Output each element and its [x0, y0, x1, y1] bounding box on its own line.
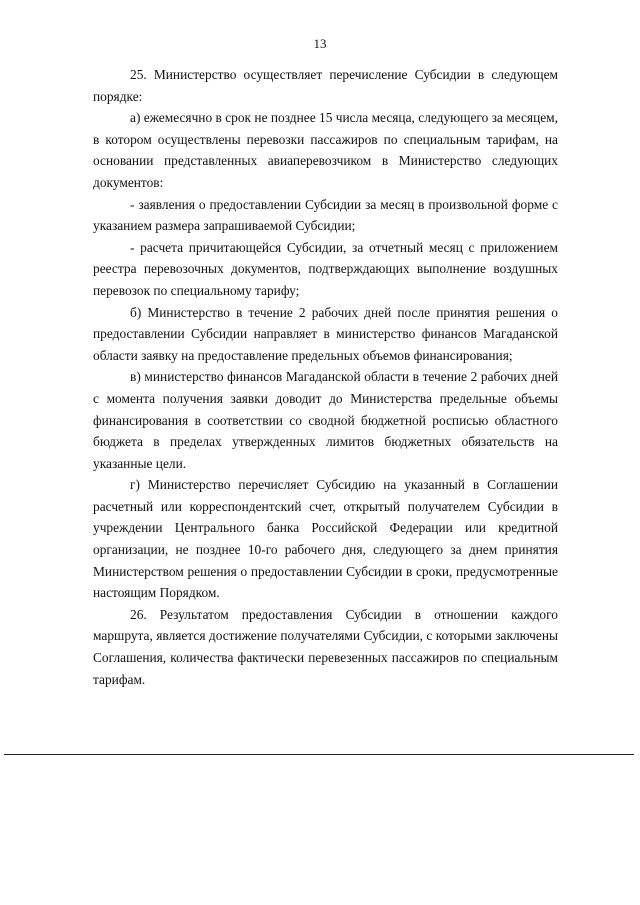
footer-divider	[4, 754, 634, 755]
paragraph-25-a-item-2: - расчета причитающейся Субсидии, за отчетный месяц с приложением реестра перевозочных документов, подтверждающих выполнение воздушных перевозок по специальному тарифу;	[93, 239, 558, 298]
document-body	[93, 64, 558, 690]
page-number: 13	[313, 36, 327, 51]
paragraph-25-a: а) ежемесячно в срок не позднее 15 числа месяца, следующего за месяцем, в котором осуществлены перевозки пассажиров по специальным тарифам, на основании представленных авиаперевозчиком в Министерство следующих документов:	[93, 110, 558, 190]
paragraph-25-g: г) Министерство перечисляет Субсидию на указанный в Соглашении расчетный или корреспондентский счет, открытый получателем Субсидии в учреждении Центрального банка Российской Федерации или кредитной организации, не позднее 10-го рабочего дня, следующего за днем принятия Министерством решения о предоставлении Субсидии в сроки, предусмотренные настоящим Порядком.	[93, 477, 558, 601]
paragraph-25-a-item-1: - заявления о предоставлении Субсидии за месяц в произвольной форме с указанием размера запрашиваемой Субсидии;	[93, 196, 558, 234]
paragraph-25-v: в) министерство финансов Магаданской области в течение 2 рабочих дней с момента получения заявки доводит до Министерства предельные объемы финансирования в соответствии со сводной бюджетной росписью областного бюджета в пределах утвержденных лимитов бюджетных обязательств на указанные цели.	[93, 369, 558, 471]
paragraph-25-b: б) Министерство в течение 2 рабочих дней после принятия решения о предоставлении Субсидии направляет в министерство финансов Магаданской области заявку на предоставление предельных объемов финансирования;	[93, 304, 558, 363]
paragraph-25-intro: 25. Министерство осуществляет перечисление Субсидии в следующем порядке:	[93, 67, 558, 104]
paragraph-26: 26. Результатом предоставления Субсидии в отношении каждого маршрута, является достижение получателями Субсидии, с которыми заключены Соглашения, количества фактически перевезенных пассажиров по специальным тарифам.	[93, 606, 558, 687]
